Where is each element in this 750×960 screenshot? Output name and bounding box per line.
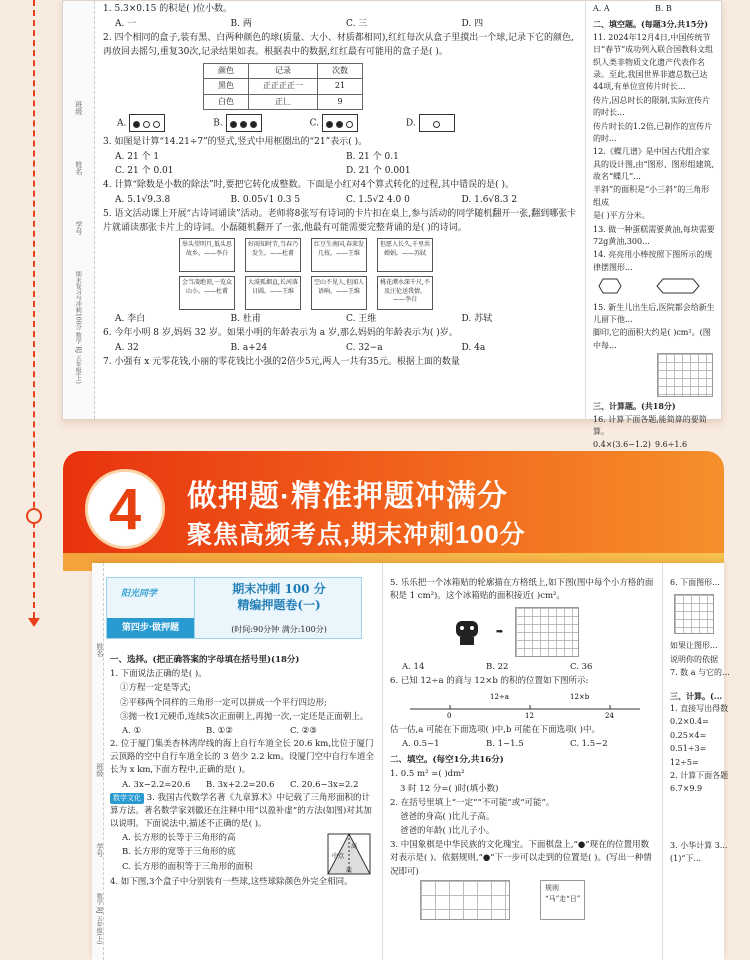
- q2-options: [110, 779, 374, 792]
- option: A. 长方形的长等于三角形的高: [122, 833, 236, 844]
- option: A. 李白: [115, 314, 146, 325]
- option: B. 3x+2.2=20.6: [206, 779, 275, 790]
- binding-gutter: [92, 563, 104, 960]
- col-1: [104, 649, 380, 960]
- statement: ③抛一枚1元硬币,连续5次正面朝上,再抛一次,一定还是正面朝上。: [120, 711, 369, 722]
- question-6-cont: 如果让图形...: [670, 641, 718, 651]
- q3-options: [103, 165, 577, 179]
- section-2-heading: 二、填空。(每空1分,共16分): [390, 755, 504, 766]
- banner-title: 做押题·精准押题冲满分: [187, 480, 508, 513]
- section-3-heading: 三、计算题。(共18分): [593, 401, 676, 412]
- question-4: 4. 如下图,3个盒子中分别装有一些球,这些球除颜色外完全相同。: [110, 877, 353, 888]
- box-icon: [129, 114, 165, 132]
- option: B. 1~1.5: [486, 739, 524, 750]
- gutter-label: 班级: [74, 101, 83, 115]
- banner-subtitle: 聚焦高频考点,期末冲刺100分: [187, 521, 526, 549]
- header-brand: [107, 578, 195, 638]
- calc-item: 0.4×(3.6−1.2): [593, 440, 651, 450]
- question-11-cont: 传片时长的1.2倍,已制作的宣传片的时...: [593, 121, 713, 143]
- fill-2: 2. 在括号里填上“一定”“不可能”或“可能”。: [390, 797, 555, 808]
- binding-gutter: [63, 1, 95, 419]
- numline-label: 24: [605, 711, 614, 720]
- footprint-grid: [593, 353, 717, 397]
- question-6-cont: 估一估,a 可能在下面选项( )中,b 可能在下面选项( )中。: [390, 724, 600, 735]
- option: D. 1.6√8.3 2: [461, 194, 518, 205]
- poem-card: 红豆生南国,春来发几枝。——王维: [311, 238, 367, 272]
- gutter-label: 数学 RJ 五年级(上): [95, 893, 103, 945]
- q3-options: [110, 832, 324, 876]
- gutter-label: 班级: [95, 763, 104, 777]
- section-2-heading: 二、填空题。(每题3分,共15分): [593, 19, 709, 30]
- question-5: 5. 乐乐把一个冰箱贴的轮廓描在方格纸上,如下图(图中每个小方格的面积是 1 cm²)。这个冰箱贴的面积接近( )cm²。: [390, 578, 654, 602]
- prev-options: [593, 3, 717, 15]
- statement: ①方程一定是等式;: [120, 683, 191, 694]
- q3-options: [103, 151, 577, 165]
- option: B. 两: [230, 18, 252, 29]
- option: A. ①: [122, 725, 142, 736]
- ball-boxes-figure: [103, 114, 577, 132]
- option: A. 21 个 1: [115, 151, 160, 162]
- paper-header: [106, 577, 362, 639]
- poem-card: 大漠孤烟直,长河落日圆。——王维: [245, 276, 301, 310]
- calc-item: 9.6÷1.6: [655, 440, 688, 450]
- box-icon: [419, 114, 455, 132]
- calc-item: 12÷5=: [670, 757, 699, 767]
- box-label: C.: [309, 118, 320, 129]
- question-12: 12.《蝶几谱》是中国古代组合家具的设计图,由“图形、图形组建筑,故名“蝶几”...: [593, 147, 715, 182]
- option: B. a+24: [230, 343, 268, 354]
- fill-1b: 3 时 12 分=( )时(填小数): [400, 783, 499, 794]
- question-1-tail: 1. 5.3×0.15 的积是( )位小数。: [103, 4, 233, 14]
- grid-figure: [657, 353, 713, 397]
- calc-2: 2. 计算下面各题: [670, 770, 729, 780]
- question-12-cont: 半斜”的面积是“小三斜”的三角形组成: [593, 185, 710, 207]
- option: B. B: [655, 4, 672, 13]
- step-banner: [63, 451, 724, 571]
- question-16: 16. 计算下面各题,能简算的要简算。: [593, 414, 707, 436]
- question-13: 13. 做一种蛋糕需要黄油,每块需要72g黄油,300...: [593, 224, 715, 247]
- fill-3: 3. 中国象棋是中华民族的文化瑰宝。下面棋盘上,“●”现在的位置用数对表示是( )。依据规则,“●”下一步可以走到的位置是( )。(写出一种情况即可): [390, 840, 652, 877]
- table-cell: 黑色: [204, 79, 249, 94]
- option: B. 杜甫: [230, 314, 261, 325]
- option: A. 一: [115, 18, 137, 29]
- q6-options: [103, 342, 577, 356]
- option: C. 长方形的面积等于三角形的面积: [122, 861, 253, 872]
- option: B. 0.05√1 0.3 5: [230, 194, 301, 205]
- calc-item: 0.2×0.4=: [670, 717, 709, 727]
- table-cell: 白色: [204, 94, 249, 109]
- option: C. 20.6−3x=2.2: [290, 779, 359, 790]
- calc-item: 0.25×4=: [670, 730, 707, 740]
- step-number: 4: [108, 477, 142, 542]
- calc-1: 1. 直接写出得数: [670, 703, 729, 713]
- stick-pattern-figure: [593, 275, 713, 297]
- box-option-b: [213, 114, 261, 132]
- numline-label: 0: [447, 711, 452, 720]
- question-3-text: 3. 我国古代数学名著《九章算术》中记载了三角形面积的计算方法。著名数学家刘徽还在注释中用“以盈补虚”的方法(如图)对其加以说明。下面说法中,描述不正确的是( )。: [110, 792, 372, 830]
- poem-card: 但愿人长久,千里共婵娟。——苏轼: [377, 238, 433, 272]
- numline-label: 12: [525, 711, 534, 720]
- calc-item: 0.51÷3=: [670, 744, 707, 754]
- poem-card: 桃花潭水深千尺,不及汪伦送我情。——李白: [377, 276, 433, 310]
- number-line-figure: [390, 689, 650, 719]
- numline-label: 12×b: [570, 692, 590, 701]
- paper-meta: (时间:90分钟 满分:100分): [231, 625, 327, 634]
- arrow-icon: ➡: [496, 626, 504, 637]
- gutter-label: 学号: [74, 221, 83, 235]
- calc-3: 3. 小华计算 3...: [670, 840, 728, 850]
- question-3: 3. 如图是计算“14.21÷7”的竖式,竖式中用框圈出的“21”表示( )。: [103, 136, 368, 147]
- q1-options: [103, 18, 577, 32]
- question-15: 15. 新生儿出生后,医院都会给新生儿留下他...: [593, 302, 715, 324]
- fig-label: 底: [346, 867, 353, 875]
- option: C. 36: [570, 662, 593, 673]
- box-option-d: [406, 114, 455, 132]
- option: A. A: [593, 4, 610, 13]
- question-14: 14. 亮亮用小棒按照下图所示的规律摆图形...: [593, 250, 713, 272]
- q5-options: [103, 313, 577, 327]
- question-7: 7. 数 a 与它的...: [670, 668, 730, 678]
- math-culture-tag: 数学文化: [110, 793, 144, 804]
- chessboard: [420, 880, 510, 920]
- step-label: 第四步·做押题: [107, 618, 194, 638]
- timeline-dashed-line: [33, 0, 35, 618]
- option: D. 4a: [461, 343, 486, 354]
- question-4: 4. 计算“除数是小数的除法”时,要把它转化成整数。下面是小红对4个算式转化的过程,其中错误的是( )。: [103, 179, 514, 190]
- box-icon: [322, 114, 358, 132]
- table-cell: 正𠃊: [249, 94, 318, 109]
- question-3: [110, 792, 374, 832]
- option: A. 14: [402, 662, 425, 673]
- question-11: 11. 2024年12月4日,中国传统节日“春节”成功列入联合国教科文组织人类非物质文化遗产代表作名录。至此,我国世界非遗总数已达44项,有单位宣传片时长...: [593, 32, 714, 92]
- question-7: 7. 小强有 x 元零花钱,小丽的零花钱比小强的2倍少5元,两人一共有35元。根据上面的数量: [103, 357, 460, 368]
- option: D. 四: [461, 18, 484, 29]
- question-6: 6. 已知 12÷a 的商与 12×b 的积的位置如下图所示:: [390, 675, 589, 686]
- q1-options: [110, 725, 374, 738]
- column-divider: [662, 563, 663, 960]
- calc-3-cont: (1)“下...: [670, 854, 702, 864]
- option: D. 苏轼: [461, 314, 493, 325]
- question-5: 5. 语文活动课上开展“古诗词诵读”活动。老师将8张写有诗词的卡片扣在桌上,参与活动的同学随机翻开一张,翻到哪张卡片就诵读那张卡片上的诗词。小磊随机翻开了一张,他最有可能需要完整背诵的是( )的诗词。: [103, 208, 577, 233]
- option: A. 3x−2.2=20.6: [122, 779, 191, 790]
- fig-label: 中点: [332, 853, 345, 861]
- poem-card: 好雨知时节,当春乃发生。——杜甫: [245, 238, 301, 272]
- calc-row: [593, 439, 717, 451]
- rule-title: 规则: [545, 883, 559, 892]
- option: C. 王维: [346, 314, 377, 325]
- grid-figure: [674, 594, 714, 634]
- table-cell: 正正正正一: [249, 79, 318, 94]
- question-1: 1. 下面说法正确的是( )。: [110, 669, 207, 680]
- poem-card: 会当凌绝顶,一览众山小。——杜甫: [179, 276, 235, 310]
- fill-2a: 爸爸的身高( )比儿子高。: [400, 811, 495, 822]
- timeline-ring: [26, 508, 42, 524]
- box-label: B.: [213, 118, 223, 129]
- question-15-cont: 脚印,它的面积大约是( )cm²。(图中每...: [593, 328, 711, 350]
- bottom-exam-sheet: [92, 563, 730, 960]
- question-2: 2. 位于厦门集美杏林湾岸线的海上自行车道全长 20.6 km,比位于厦门云顶路的空中自行车道全长的 3 倍少 2.2 km。设厦门空中自行车道全长为 x km,下面方程中,正确的是( )。: [110, 739, 374, 776]
- fridge-magnet-icon: [450, 617, 484, 647]
- top-exam-sheet: [62, 0, 722, 450]
- col-3: [664, 575, 730, 960]
- calc-item: 6.7×9.9: [670, 784, 703, 794]
- option: A. 32: [115, 343, 139, 354]
- chess-figure: [390, 880, 654, 920]
- section-3-heading: 三、计算。(...: [670, 690, 723, 701]
- col-2: [384, 575, 660, 960]
- q4-options: [103, 194, 577, 208]
- poem-card: 举头望明月,低头思故乡。——李白: [179, 238, 235, 272]
- question-12-cont: 是( )平方分米。: [593, 211, 650, 221]
- poem-cards: [179, 238, 577, 310]
- fill-2b: 爸爸的年龄( )比儿子小。: [400, 826, 495, 837]
- column-divider: [585, 1, 586, 419]
- option: D. 21 个 0.001: [346, 165, 411, 176]
- left-column: [97, 1, 583, 419]
- section-1-heading: 一、选择。(把正确答案的字母填在括号里)(18分): [110, 655, 300, 665]
- rule-text: “马”走“日”: [545, 894, 581, 903]
- paper-title: [195, 582, 363, 613]
- question-6: 6. 今年小明 8 岁,妈妈 32 岁。如果小明的年龄表示为 a 岁,那么妈妈的年龄表示为( )岁。: [103, 328, 458, 339]
- question-6-cont: 说明你的依据: [670, 654, 718, 664]
- paper-title-line: 精编押题卷(一): [237, 597, 321, 612]
- statement: ②平移两个同样的三角形一定可以拼成一个平行四边形;: [120, 697, 327, 708]
- right-column: [587, 1, 723, 450]
- gutter-label: 期末复习与冲刺100分 数学 RJ 五年级(上): [74, 271, 82, 384]
- brand-logo: 阳光同学: [121, 589, 158, 599]
- option: A. 5.1√9.3.8: [115, 194, 171, 205]
- option: B. ①②: [206, 725, 233, 736]
- option: B. 长方形的宽等于三角形的底: [122, 847, 236, 858]
- poem-card: 空山不见人,但闻人语响。——王维: [311, 276, 367, 310]
- ball-record-table: [203, 63, 363, 110]
- option: C. ②③: [290, 725, 317, 736]
- gutter-label: 学号: [95, 843, 104, 857]
- gutter-label: 姓名: [95, 643, 104, 657]
- box-option-c: [310, 114, 358, 132]
- question-6: 6. 下面图形...: [670, 578, 720, 587]
- box-option-a: [117, 114, 165, 132]
- table-header: 次数: [318, 63, 363, 78]
- option: C. 1.5~2: [570, 739, 608, 750]
- triangle-rectangle-figure: [324, 832, 374, 876]
- question-2: 2. 四个相同的盒子,装有黑、白两种颜色的球(质量、大小、材质都相同),红红每次从盒子里摸出一个球,记录下它的颜色,再放回去摇匀,重复30次,记录结果如表。根据表中的数据,红红最有可能用的盒子是( )。: [103, 32, 574, 57]
- option: C. 32−a: [346, 343, 383, 354]
- fridge-magnet-figure: [390, 607, 654, 657]
- option: B. 21 个 0.1: [346, 151, 399, 162]
- q3-body: [110, 832, 374, 876]
- q6-options: [390, 738, 654, 751]
- question-11-cont: 传片,因总时长的限制,实际宣传片的时长...: [593, 95, 711, 118]
- option: C. 三: [346, 18, 368, 29]
- option: C. 21 个 0.01: [115, 165, 174, 176]
- box-label: D.: [405, 118, 416, 129]
- table-cell: 9: [318, 94, 363, 109]
- rule-box: [540, 880, 585, 920]
- gutter-label: 姓名: [74, 161, 83, 175]
- option: A. 0.5~1: [402, 739, 440, 750]
- numline-label: 12÷a: [490, 692, 509, 701]
- fill-1: 1. 0.5 m² =( )dm²: [390, 769, 465, 780]
- table-header: 记录: [249, 63, 318, 78]
- step-number-badge: [85, 469, 165, 549]
- timeline-arrow: [28, 618, 40, 627]
- box-label: A.: [117, 118, 127, 129]
- q5-options: [390, 661, 654, 674]
- option: C. 1.5√2 4.0 0: [346, 194, 410, 205]
- fig-label: 高: [351, 843, 358, 851]
- grid-figure: [515, 607, 579, 657]
- table-header: 颜色: [204, 63, 249, 78]
- table-cell: 21: [318, 79, 363, 94]
- paper-title-line: 期末冲刺 100 分: [232, 582, 326, 596]
- column-divider: [382, 563, 383, 960]
- option: B. 22: [486, 662, 509, 673]
- box-icon: [226, 114, 262, 132]
